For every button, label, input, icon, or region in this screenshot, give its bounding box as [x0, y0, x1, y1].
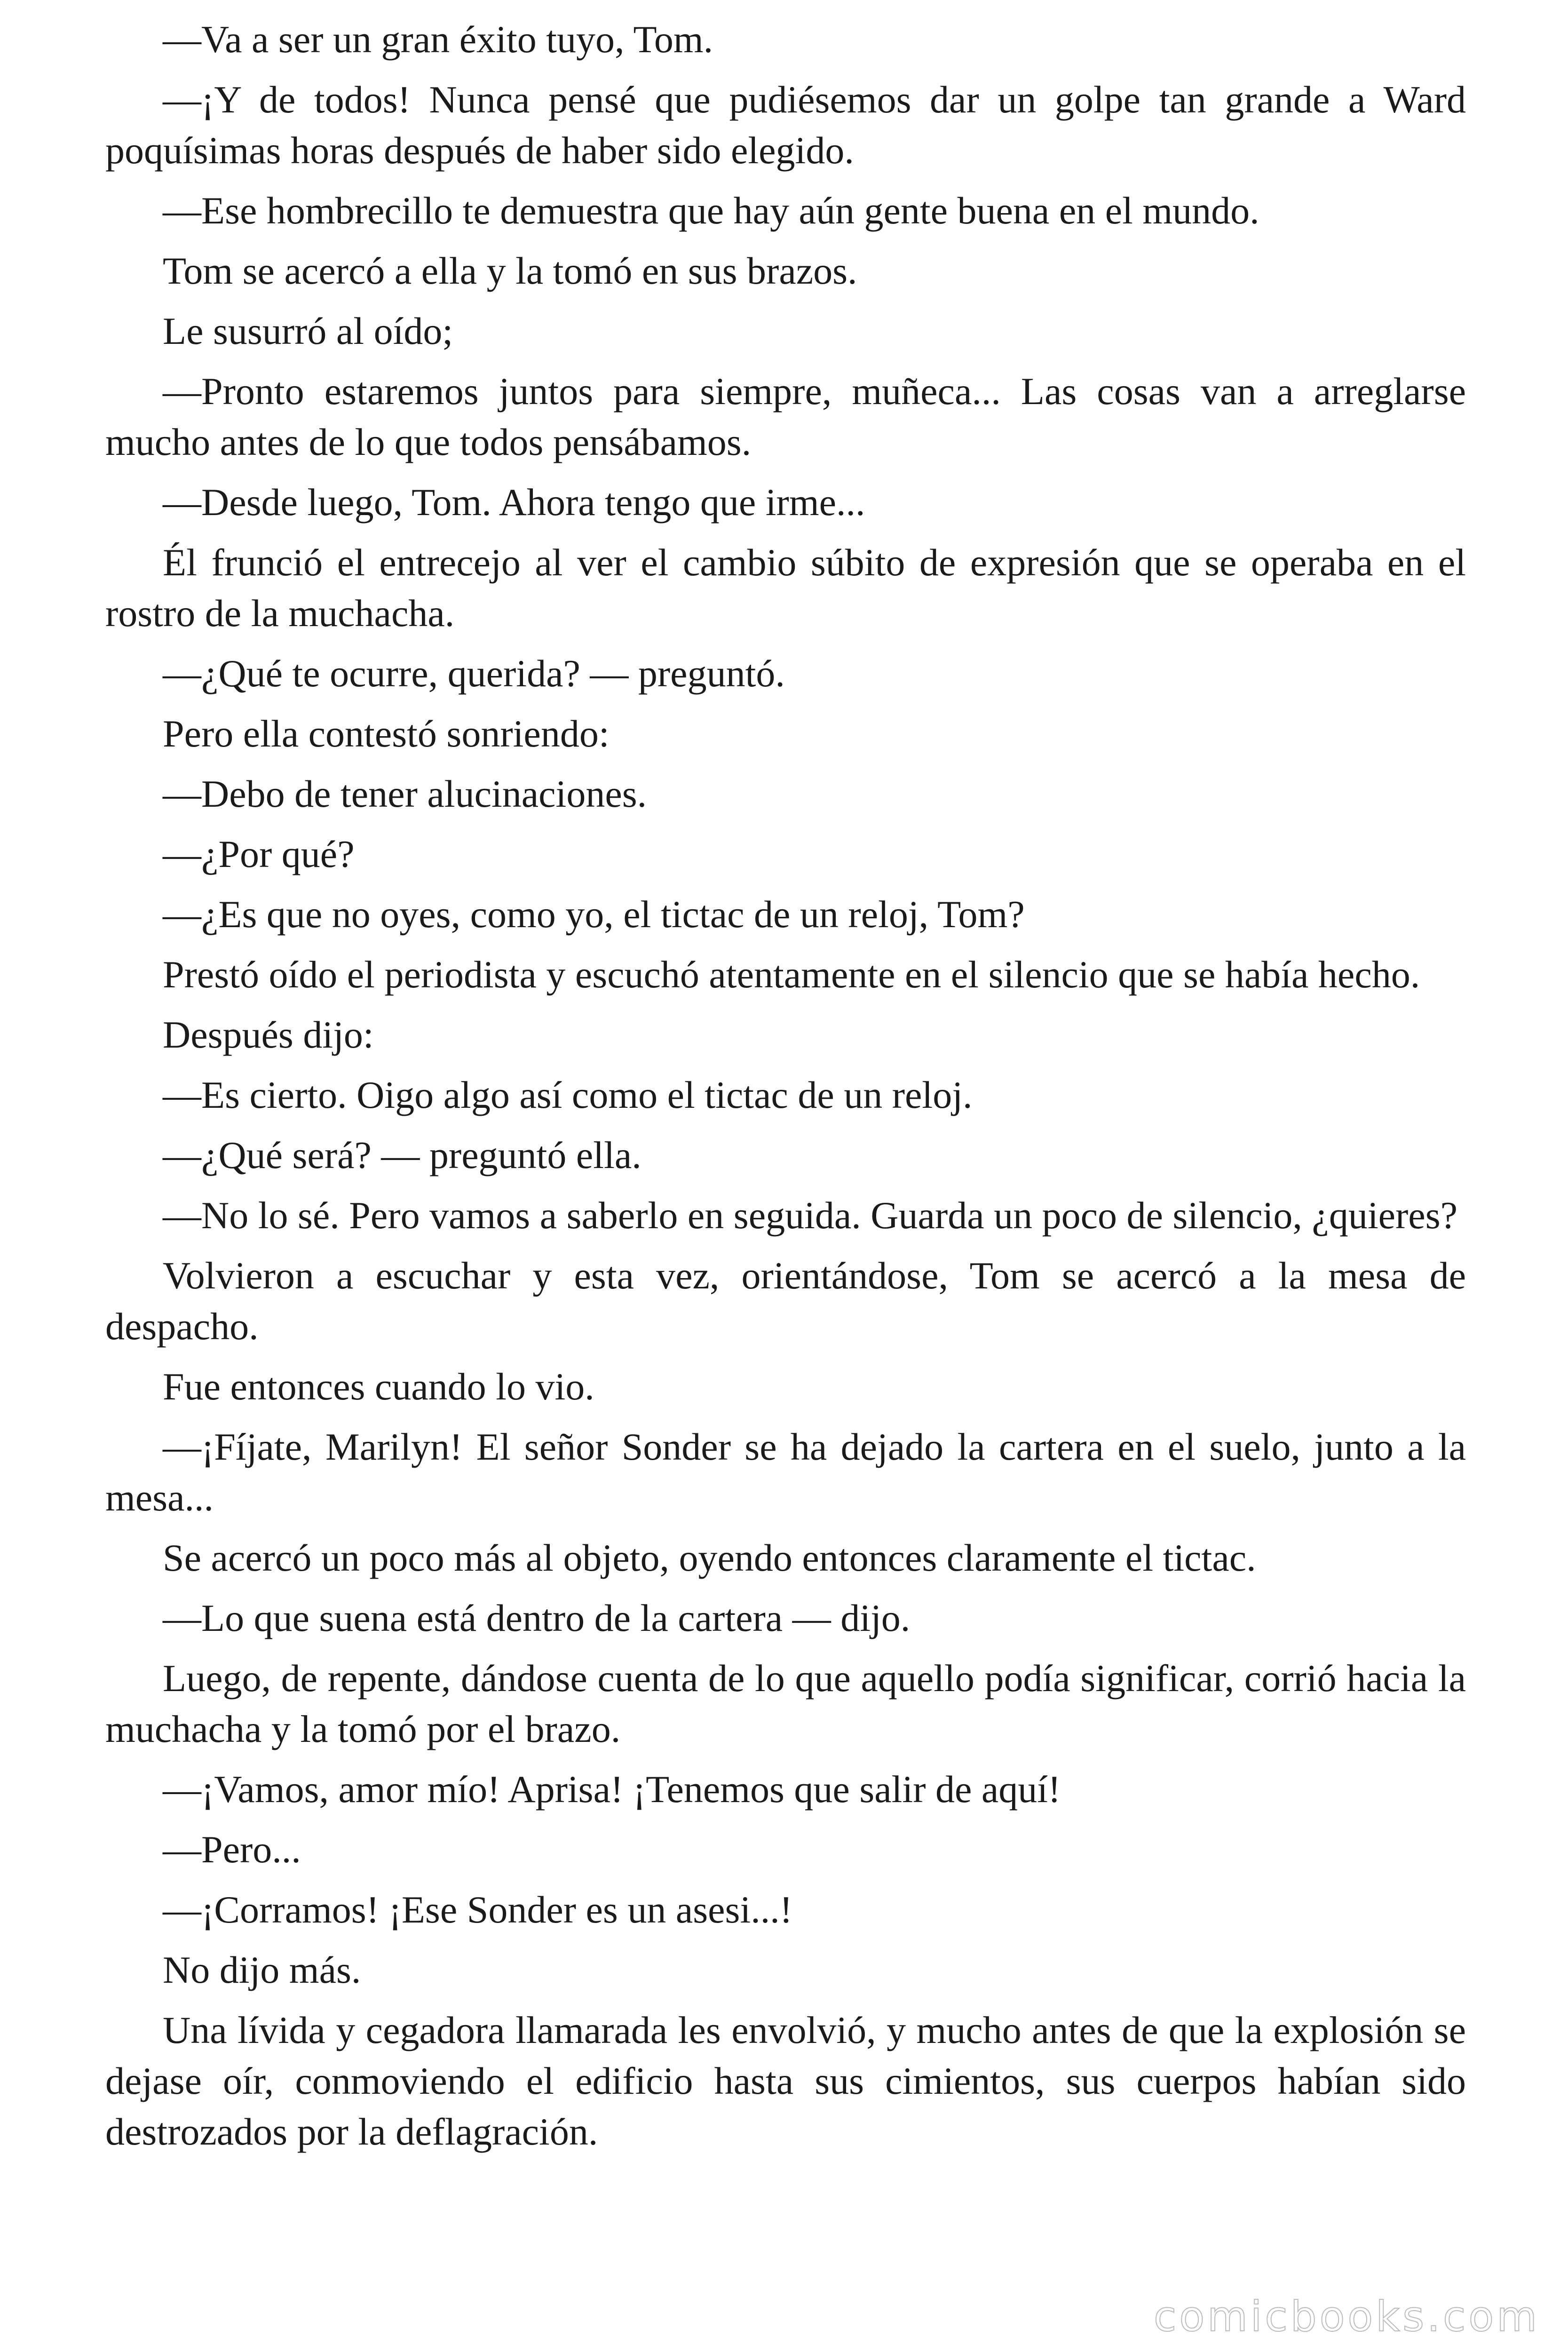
paragraph: —Pero...	[163, 1828, 301, 1871]
paragraph: Se acercó un poco más al objeto, oyendo entonces claramente el tictac.	[163, 1536, 1256, 1579]
paragraph: Una lívida y cegadora llamarada les envolvió, y mucho antes de que la explosión se dejase oír, conmoviendo el edificio hasta sus cimientos, sus cuerpos habían sido destrozados por la deflagración.	[105, 2009, 1466, 2153]
paragraph: —Pronto estaremos juntos para siempre, muñeca... Las cosas van a arreglarse mucho antes de lo que todos pensábamos.	[105, 370, 1466, 463]
paragraph: —¡Corramos! ¡Ese Sonder es un asesi...!	[163, 1888, 793, 1931]
paragraph: —Debo de tener alucinaciones.	[163, 772, 647, 815]
paragraph: Tom se acercó a ella y la tomó en sus brazos.	[163, 249, 857, 292]
paragraph: —No lo sé. Pero vamos a saberlo en seguida. Guarda un poco de silencio, ¿quieres?	[163, 1194, 1458, 1237]
paragraph: —Va a ser un gran éxito tuyo, Tom.	[163, 18, 713, 61]
paragraph: Él frunció el entrecejo al ver el cambio súbito de expresión que se operaba en el rostro de la muchacha.	[105, 541, 1466, 635]
book-page	[105, 14, 1466, 2167]
paragraph: Fue entonces cuando lo vio.	[163, 1365, 594, 1408]
paragraph: —¡Vamos, amor mío! Aprisa! ¡Tenemos que salir de aquí!	[163, 1768, 1061, 1811]
paragraph: —¿Qué será? — preguntó ella.	[163, 1134, 641, 1176]
paragraph: Le susurró al oído;	[163, 310, 453, 352]
paragraph: Pero ella contestó sonriendo:	[163, 712, 610, 755]
watermark-text: comicbooks.com	[1153, 2292, 1540, 2341]
paragraph: Luego, de repente, dándose cuenta de lo que aquello podía significar, corrió hacia la muchacha y la tomó por el brazo.	[105, 1657, 1466, 1750]
paragraph: —¡Y de todos! Nunca pensé que pudiésemos dar un golpe tan grande a Ward poquísimas horas después de haber sido elegido.	[105, 78, 1466, 172]
paragraph: —Es cierto. Oigo algo así como el tictac de un reloj.	[163, 1073, 973, 1116]
paragraph: Volvieron a escuchar y esta vez, orientándose, Tom se acercó a la mesa de despacho.	[105, 1254, 1466, 1348]
paragraph: —¡Fíjate, Marilyn! El señor Sonder se ha dejado la cartera en el suelo, junto a la mesa...	[105, 1425, 1466, 1519]
paragraph: Prestó oído el periodista y escuchó atentamente en el silencio que se había hecho.	[163, 953, 1420, 996]
paragraph: No dijo más.	[163, 1948, 361, 1991]
paragraph: —Lo que suena está dentro de la cartera — dijo.	[163, 1597, 911, 1639]
paragraph: —Desde luego, Tom. Ahora tengo que irme...	[163, 481, 865, 524]
paragraph: —¿Por qué?	[163, 833, 355, 875]
paragraph: —¿Qué te ocurre, querida? — preguntó.	[163, 652, 785, 695]
paragraph: —Ese hombrecillo te demuestra que hay aún gente buena en el mundo.	[163, 189, 1259, 232]
paragraph: —¿Es que no oyes, como yo, el tictac de un reloj, Tom?	[163, 893, 1025, 936]
paragraph: Después dijo:	[163, 1013, 374, 1056]
